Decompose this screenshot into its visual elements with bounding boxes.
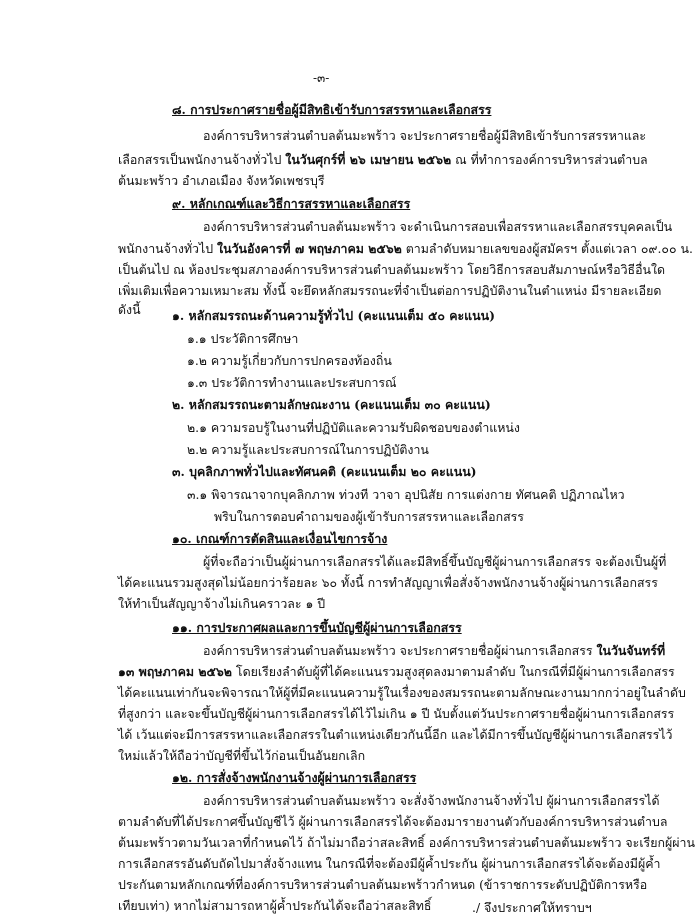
section-9-line-2c: ตามลำดับหมายเลขของผู้สมัครฯ ตั้งแต่เวลา ๐๙.๐๐ น. — [401, 241, 693, 256]
section-11-heading: ๑๑. การประกาศผลและการขึ้นบัญชีผู้ผ่านการเลือกสรร — [172, 620, 462, 635]
section-12-line-3: ต้นมะพร้าวตามวันเวลาที่กำหนดไว้ ถ้าไม่มาถือว่าสละสิทธิ์ องค์การบริหารส่วนตำบลต้นมะพร้าว จะเรียกผู้ผ่าน — [118, 835, 695, 850]
section-12-line-2: ตามลำดับที่ได้ประกาศขึ้นบัญชีไว้ ผู้ผ่านการเลือกสรรได้จะต้องมารายงานตัวกับองค์การบริหารส่วนตำบล — [118, 814, 668, 829]
criteria-1-item-3: ๑.๓ ประวัติการทำงานและประสบการณ์ — [187, 375, 397, 390]
section-9-line-4: เพิ่มเติมเพื่อความเหมาะสม ทั้งนี้ จะยึดหลักสมรรถนะที่จำเป็นต่อการปฏิบัติงานในตำแหน่ง มีรายละเอียด — [118, 283, 662, 298]
section-9-heading: ๙. หลักเกณฑ์และวิธีการสรรหาและเลือกสรร — [172, 196, 411, 211]
section-10-line-2: ได้คะแนนรวมสูงสุดไม่น้อยกว่าร้อยละ ๖๐ ทั้งนี้ การทำสัญญาเพื่อสั่งจ้างพนักงานจ้างผู้ผ่านการเลือกสรร — [118, 575, 658, 590]
section-9-line-3: เป็นต้นไป ณ ห้องประชุมสภาองค์การบริหารส่วนตำบลต้นมะพร้าว โดยวิธีการสอบสัมภาษณ์หรือวิธีอื่นใด — [118, 262, 666, 277]
result-date-part2: ๑๓ พฤษภาคม ๒๕๖๒ — [118, 664, 232, 679]
section-12-line-5: ประกันตามหลักเกณฑ์ที่องค์การบริหารส่วนตำบลต้นมะพร้าวกำหนด (ข้าราชการระดับปฏิบัติการหรือ — [118, 877, 648, 892]
section-9-line-1: องค์การบริหารส่วนตำบลต้นมะพร้าว จะดำเนินการสอบเพื่อสรรหาและเลือกสรรบุคคลเป็น — [203, 219, 673, 234]
criteria-1-item-2: ๑.๒ ความรู้เกี่ยวกับการปกครองท้องถิ่น — [187, 353, 392, 368]
closing-line: ./ จึงประกาศให้ทราบฯ — [472, 900, 592, 915]
exam-date: ในวันอังคารที่ ๗ พฤษภาคม ๒๕๖๒ — [217, 241, 402, 256]
section-9-line-2a: พนักงานจ้างทั่วไป — [118, 241, 218, 256]
section-11-line-5: ได้ เว้นแต่จะมีการสรรหาและเลือกสรรในตำแหน่งเดียวกันนี้อีก และได้มีการขึ้นบัญชีผู้ผ่านการเลือกสรรไว้ — [118, 727, 673, 742]
section-11-line-2b: โดยเรียงลำดับผู้ที่ได้คะแนนรวมสูงสุดลงมาตามลำดับ ในกรณีที่มีผู้ผ่านการเลือกสรร — [231, 664, 675, 679]
criteria-2-item-1: ๒.๑ ความรอบรู้ในงานที่ปฏิบัติและความรับผิดชอบของตำแหน่ง — [187, 420, 520, 435]
section-10-line-3: ให้ทำเป็นสัญญาจ้างไม่เกินคราวละ ๑ ปี — [118, 596, 326, 611]
section-8-line-2a: เลือกสรรเป็นพนักงานจ้างทั่วไป — [118, 152, 286, 167]
section-12-line-6: เทียบเท่า) หากไม่สามารถหาผู้ค้ำประกันได้จะถือว่าสละสิทธิ์ — [118, 898, 432, 913]
section-11-line-3: ได้คะแนนเท่ากันจะพิจารณาให้ผู้ที่มีคะแนนความรู้ในเรื่องของสมรรถนะตามลักษณะงานมากกว่าอยู่ในลำดับ — [118, 685, 686, 700]
criteria-3-title: ๓. บุคลิกภาพทั่วไปและทัศนคติ (คะแนนเต็ม ๒๐ คะแนน) — [172, 464, 477, 479]
section-10-line-1: ผู้ที่จะถือว่าเป็นผู้ผ่านการเลือกสรรได้และมีสิทธิ์ขึ้นบัญชีผู้ผ่านการเลือกสรร จะต้องเป็นผู้ที่ — [203, 554, 667, 569]
criteria-2-title: ๒. หลักสมรรถนะตามลักษณะงาน (คะแนนเต็ม ๓๐ คะแนน) — [172, 397, 491, 412]
criteria-1-item-1: ๑.๑ ประวัติการศึกษา — [187, 331, 299, 346]
section-8-line-3: ต้นมะพร้าว อำเภอเมือง จังหวัดเพชรบุรี — [118, 173, 325, 188]
section-9-line-5: ดังนี้ — [118, 302, 141, 317]
section-11-line-6: ใหม่แล้วให้ถือว่าบัญชีที่ขึ้นไว้ก่อนเป็นอันยกเลิก — [118, 748, 366, 763]
result-date-part1: ในวันจันทร์ที่ — [596, 643, 666, 658]
section-11-line-4: ที่สูงกว่า และจะขึ้นบัญชีผู้ผ่านการเลือกสรรได้ไว้ไม่เกิน ๑ ปี นับตั้งแต่วันประกาศรายชื่อผู้ผ่านการเลือกสรร — [118, 706, 675, 721]
page-number: -๓- — [313, 71, 330, 85]
criteria-3-item-1-cont: พริบในการตอบคำถามของผู้เข้ารับการสรรหาและเลือกสรร — [214, 509, 524, 524]
section-12-line-1: องค์การบริหารส่วนตำบลต้นมะพร้าว จะสั่งจ้างพนักงานจ้างทั่วไป ผู้ผ่านการเลือกสรรได้ — [203, 793, 660, 808]
section-11-line-1a: องค์การบริหารส่วนตำบลต้นมะพร้าว จะประกาศรายชื่อผู้ผ่านการเลือกสรร — [203, 643, 597, 658]
criteria-1-title: ๑. หลักสมรรถนะด้านความรู้ทั่วไป (คะแนนเต็ม ๕๐ คะแนน) — [172, 308, 495, 323]
criteria-2-item-2: ๒.๒ ความรู้และประสบการณ์ในการปฏิบัติงาน — [187, 442, 429, 457]
section-8-heading: ๘. การประกาศรายชื่อผู้มีสิทธิเข้ารับการสรรหาและเลือกสรร — [172, 102, 492, 117]
section-8-line-1: องค์การบริหารส่วนตำบลต้นมะพร้าว จะประกาศรายชื่อผู้มีสิทธิเข้ารับการสรรหาและ — [203, 128, 647, 143]
section-12-heading: ๑๒. การสั่งจ้างพนักงานจ้างผู้ผ่านการเลือกสรร — [172, 770, 417, 785]
section-8-line-2c: ณ ที่ทำการองค์การบริหารส่วนตำบล — [451, 152, 648, 167]
section-11-line-2 — [118, 664, 675, 680]
section-11-line-1 — [203, 643, 666, 659]
section-9-line-2 — [118, 241, 693, 257]
section-12-line-4: การเลือกสรรอันดับถัดไปมาสั่งจ้างแทน ในกรณีที่จะต้องมีผู้ค้ำประกัน ผู้ผ่านการเลือกสรรได้จะต้องมีผู้ค้ำ — [118, 856, 661, 871]
criteria-3-item-1: ๓.๑ พิจารณาจากบุคลิกภาพ ท่วงที วาจา อุปนิสัย การแต่งกาย ทัศนคติ ปฏิภาณไหว — [187, 487, 625, 502]
section-10-heading: ๑๐. เกณฑ์การตัดสินและเงื่อนไขการจ้าง — [172, 531, 388, 546]
section-8-line-2 — [118, 152, 648, 168]
announce-date: ในวันศุกร์ที่ ๒๖ เมษายน ๒๕๖๒ — [285, 152, 452, 167]
